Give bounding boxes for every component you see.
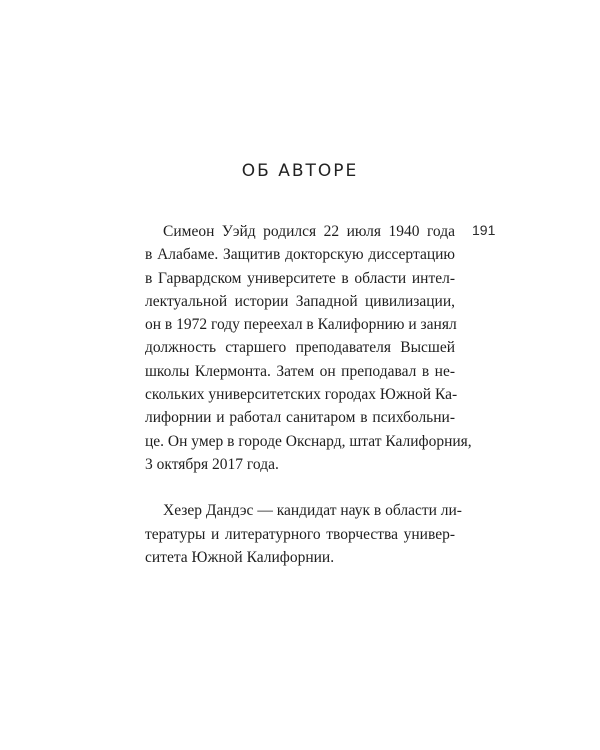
paragraph-author-bio — [145, 220, 472, 476]
text-line: должность старшего преподавателя Высшей — [145, 339, 455, 357]
text-line: лифорнии и работал санитаром в психбольни- — [145, 409, 455, 427]
paragraph-translator-bio — [145, 499, 462, 569]
body-text — [145, 220, 472, 569]
text-line: тературы и литературного творчества универ- — [145, 525, 455, 543]
text-line: он в 1972 году переехал в Калифорнию и занял — [145, 316, 457, 334]
text-line: ситета Южной Калифорнии. — [145, 548, 335, 566]
text-line: в Алабаме. Защитив докторскую диссертацию — [145, 246, 455, 264]
text-line: лектуальной истории Западной цивилизации, — [145, 292, 455, 310]
text-line: Симеон Уэйд родился 22 июля 1940 года — [163, 223, 455, 240]
text-line: 3 октября 2017 года. — [145, 455, 279, 473]
text-line: в Гарвардском университете в области интел- — [145, 269, 455, 287]
page-heading: ОБ АВТОРЕ — [241, 161, 359, 181]
text-line: скольких университетских городах Южной Ка- — [145, 386, 458, 404]
text-line: школы Клермонта. Затем он преподавал в не- — [145, 362, 455, 380]
text-line: це. Он умер в городе Окснард, штат Калифорния, — [145, 432, 472, 450]
paragraph-gap — [145, 476, 455, 499]
page-number: 191 — [472, 222, 496, 238]
text-line: Хезер Дандэс — кандидат наук в области ли- — [163, 502, 462, 520]
